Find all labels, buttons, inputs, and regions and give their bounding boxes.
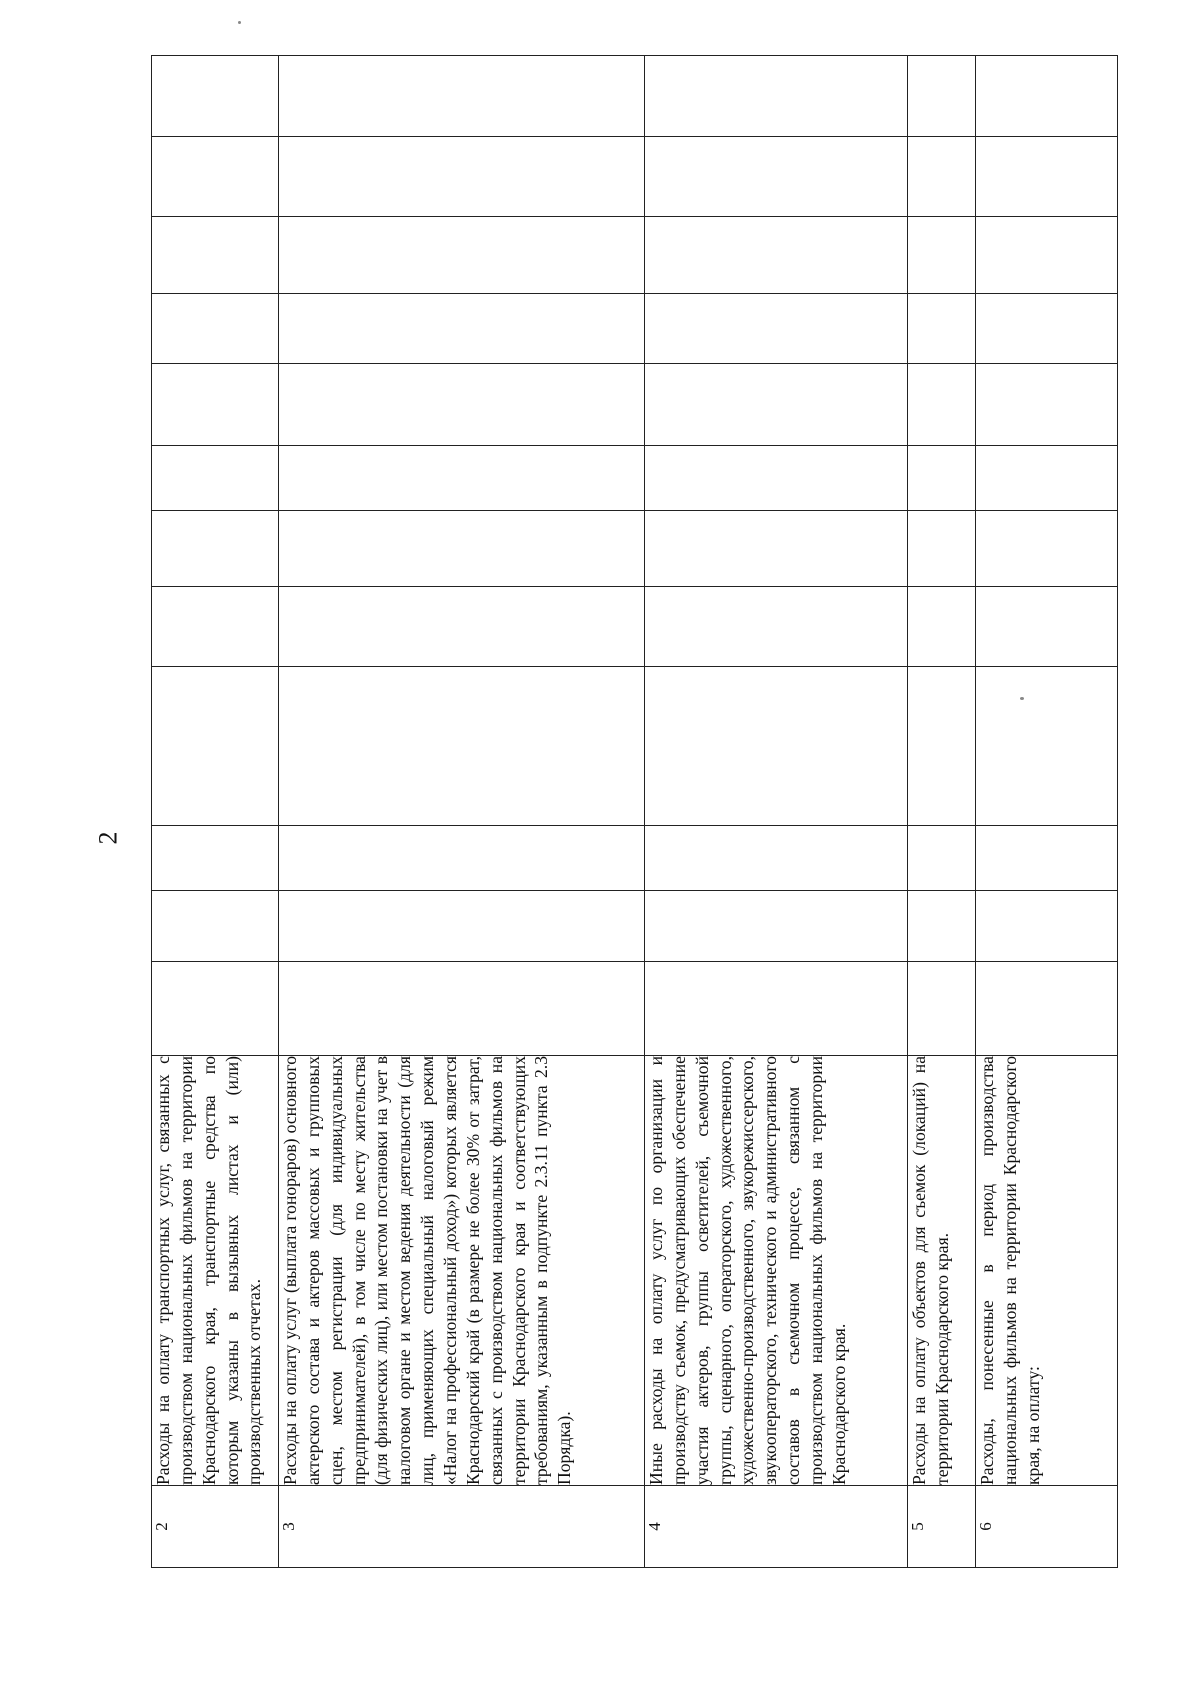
empty-cell (908, 511, 976, 587)
empty-cell (976, 587, 1118, 667)
empty-cell (279, 587, 645, 667)
empty-cell (908, 294, 976, 364)
empty-cell (279, 891, 645, 962)
table-row (279, 56, 645, 1568)
empty-cell (645, 962, 908, 1056)
empty-cell (645, 294, 908, 364)
empty-cell (152, 511, 279, 587)
row-description: Расходы на оплату транспортных услуг, связанных с производством национальных фильмов на территории Краснодарского края, транспортные средства по которым указаны в вызывных листах и (или) производственных отчетах. (152, 1056, 279, 1486)
empty-cell (645, 137, 908, 217)
empty-cell (908, 891, 976, 962)
empty-cell (279, 511, 645, 587)
empty-cell (279, 137, 645, 217)
empty-cell (152, 56, 279, 137)
row-description: Расходы на оплату объектов для съемок (локаций) на территории Краснодарского края. (908, 1056, 976, 1486)
expense-table-wrapper (151, 56, 1117, 1568)
empty-cell (152, 137, 279, 217)
table-row (908, 56, 976, 1568)
empty-cell (152, 446, 279, 511)
empty-cell (908, 446, 976, 511)
empty-cell (976, 511, 1118, 587)
empty-cell (279, 446, 645, 511)
row-description: Расходы на оплату услуг (выплата гонораров) основного актерского состава и актеров массовых и групповых сцен, местом регистрации (для индивидуальных предпринимателей), в том числе по месту жительства (для физических лиц), или местом постановки на учет в налоговом органе и местом ведения деятельности (для лиц, применяющих специальный налоговый режим «Налог на профессиональный доход») которых является Краснодарский край (в размере не более 30% от затрат, связанных с производством национальных фильмов на территории Краснодарского края и соответствующих требованиям, указанным в подпункте 2.3.11 пункта 2.3 Порядка). (279, 1056, 645, 1486)
empty-cell (976, 962, 1118, 1056)
row-description: Иные расходы на оплату услуг по организации и производству съемок, предусматривающих обеспечение участия актеров, группы осветителей, съемочной группы, сценарного, операторского, художественного, художественно-производственного, звукорежиссерского, звукооператорского, технического и административного составов в съемочном процессе, связанном с производством национальных фильмов на территории Краснодарского края. (645, 1056, 908, 1486)
table-row (645, 56, 908, 1568)
empty-cell (908, 217, 976, 294)
empty-cell (908, 137, 976, 217)
empty-cell (279, 826, 645, 891)
empty-cell (279, 667, 645, 826)
page-number: 2 (93, 831, 122, 845)
empty-cell (279, 962, 645, 1056)
row-number: 3 (279, 1486, 645, 1568)
empty-cell (976, 137, 1118, 217)
empty-cell (908, 587, 976, 667)
empty-cell (152, 891, 279, 962)
empty-cell (152, 587, 279, 667)
empty-cell (908, 826, 976, 891)
empty-cell (645, 667, 908, 826)
table-row (152, 56, 279, 1568)
row-number: 6 (976, 1486, 1118, 1568)
empty-cell (976, 56, 1118, 137)
empty-cell (279, 217, 645, 294)
empty-cell (152, 294, 279, 364)
row-number: 4 (645, 1486, 908, 1568)
table-row (976, 56, 1118, 1568)
empty-cell (152, 364, 279, 446)
empty-cell (908, 667, 976, 826)
empty-cell (645, 891, 908, 962)
empty-cell (645, 587, 908, 667)
scan-speck (238, 21, 241, 24)
row-number: 2 (152, 1486, 279, 1568)
empty-cell (645, 56, 908, 137)
empty-cell (152, 217, 279, 294)
empty-cell (645, 446, 908, 511)
empty-cell (976, 891, 1118, 962)
empty-cell (645, 826, 908, 891)
empty-cell (645, 217, 908, 294)
empty-cell (976, 364, 1118, 446)
empty-cell (976, 217, 1118, 294)
empty-cell (279, 56, 645, 137)
empty-cell (152, 826, 279, 891)
empty-cell (152, 962, 279, 1056)
empty-cell (908, 56, 976, 137)
row-number: 5 (908, 1486, 976, 1568)
row-description: Расходы, понесенные в период производства национальных фильмов на территории Краснодарского края, на оплату: (976, 1056, 1118, 1486)
empty-cell (279, 294, 645, 364)
empty-cell (908, 364, 976, 446)
expense-table (151, 55, 1118, 1568)
empty-cell (908, 962, 976, 1056)
empty-cell (645, 511, 908, 587)
empty-cell (976, 667, 1118, 826)
empty-cell (279, 364, 645, 446)
empty-cell (976, 446, 1118, 511)
empty-cell (976, 826, 1118, 891)
empty-cell (976, 294, 1118, 364)
empty-cell (152, 667, 279, 826)
empty-cell (645, 364, 908, 446)
